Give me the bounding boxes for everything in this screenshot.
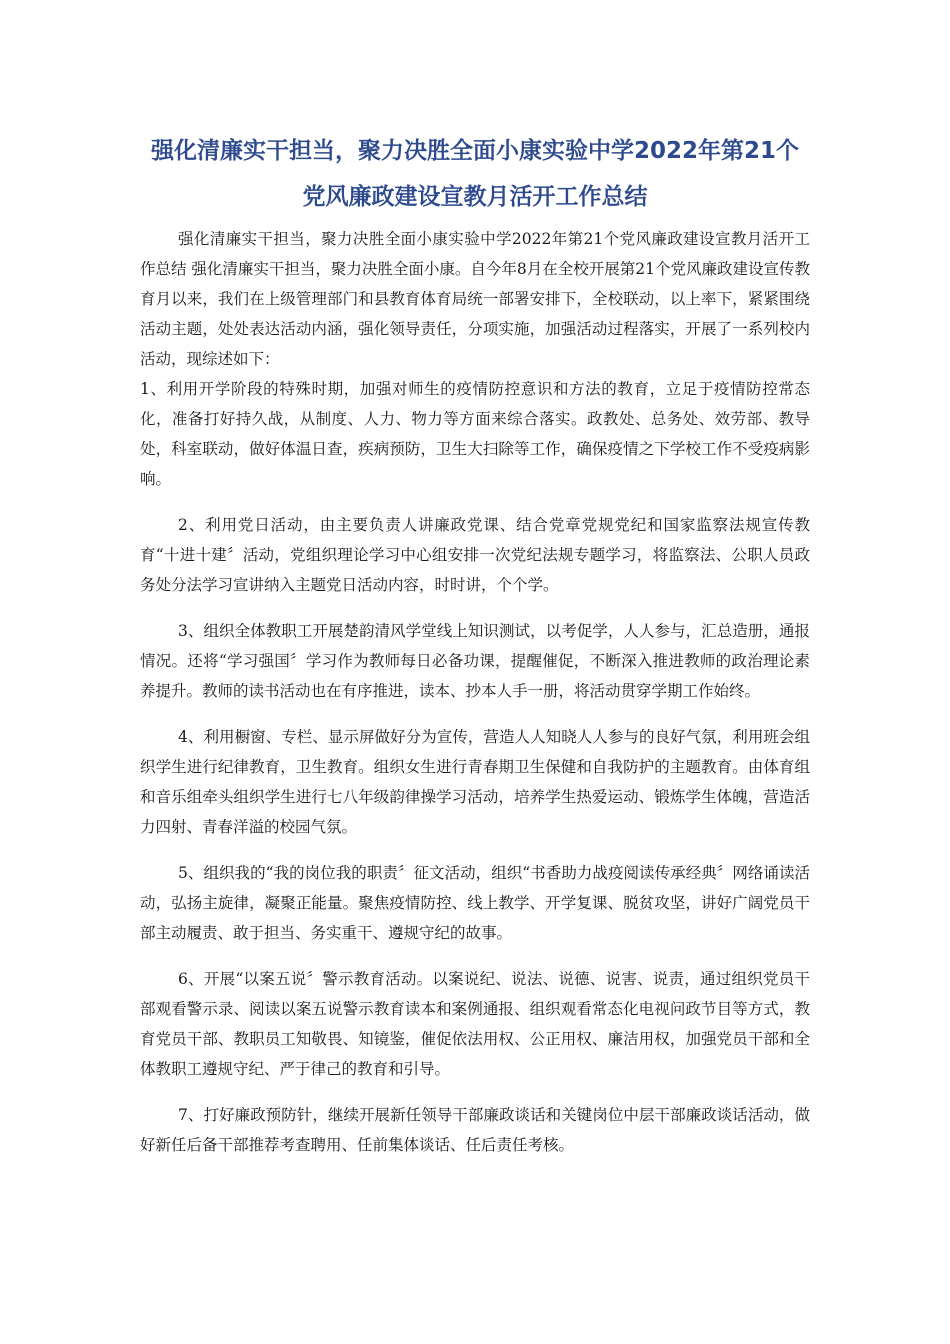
item-paragraph-3: 3、组织全体教职工开展楚韵清风学堂线上知识测试，以考促学，人人参与，汇总造册，通报情况。还将“学习强国〞学习作为教师每日必备功课，提醒催促，不断深入推进教师的政治理论素养提升。教师的读书活动也在有序推进，读本、抄本人手一册，将活动贯穿学期工作始终。 xyxy=(140,622,810,700)
item-paragraph-4: 4、利用橱窗、专栏、显示屏做好分为宣传，营造人人知晓人人参与的良好气氛，利用班会组织学生进行纪律教育，卫生教育。组织女生进行青春期卫生保健和自我防护的主题教育。由体育组和音乐组牵头组织学生进行七八年级韵律操学习活动，培养学生热爱运动、锻炼学生体魄，营造活力四射、青春洋溢的校园气氛。 xyxy=(140,728,810,836)
item-paragraph-1: 1、利用开学阶段的特殊时期，加强对师生的疫情防控意识和方法的教育，立足于疫情防控常态化，准备打好持久战，从制度、人力、物力等方面来综合落实。政教处、总务处、效劳部、教导处，科室联动，做好体温日查，疾病预防，卫生大扫除等工作，确保疫情之下学校工作不受疫病影响。 xyxy=(140,380,810,488)
item-paragraph-6: 6、开展“以案五说〞警示教育活动。以案说纪、说法、说德、说害、说责，通过组织党员干部观看警示录、阅读以案五说警示教育读本和案例通报、组织观看常态化电视问政节目等方式，教育党员干部、教职员工知敬畏、知镜鉴，催促依法用权、公正用权、廉洁用权，加强党员干部和全体教职工遵规守纪、严于律己的教育和引导。 xyxy=(140,970,810,1078)
item-paragraph-2: 2、利用党日活动，由主要负责人讲廉政党课、结合党章党规党纪和国家监察法规宣传教育“十进十建〞活动，党组织理论学习中心组安排一次党纪法规专题学习，将监察法、公职人员政务处分法学习宣讲纳入主题党日活动内容，时时讲，个个学。 xyxy=(140,516,810,594)
item-paragraph-5: 5、组织我的“我的岗位我的职责〞征文活动，组织“书香助力战疫阅读传承经典〞网络诵读活动，弘扬主旋律，凝聚正能量。聚焦疫情防控、线上教学、开学复课、脱贫攻坚，讲好广阔党员干部主动履责、敢于担当、务实重干、遵规守纪的故事。 xyxy=(140,864,810,942)
item-paragraph-7: 7、打好廉政预防针，继续开展新任领导干部廉政谈话和关键岗位中层干部廉政谈话活动，做好新任后备干部推荐考查聘用、任前集体谈话、任后责任考核。 xyxy=(140,1106,810,1154)
document-body xyxy=(140,224,810,1176)
intro-paragraph: 强化清廉实干担当，聚力决胜全面小康实验中学2022年第21个党风廉政建设宣教月活开工作总结 强化清廉实干担当，聚力决胜全面小康。自今年8月在全校开展第21个党风廉政建设宣传教育月以来，我们在上级管理部门和县教育体育局统一部署安排下，全校联动，以上率下，紧紧围绕活动主题，处处表达活动内涵，强化领导责任，分项实施，加强活动过程落实，开展了一系列校内活动，现综述如下： xyxy=(140,230,811,368)
document-title: 强化清廉实干担当，聚力决胜全面小康实验中学2022年第21个党风廉政建设宣教月活开工作总结 xyxy=(150,138,800,210)
